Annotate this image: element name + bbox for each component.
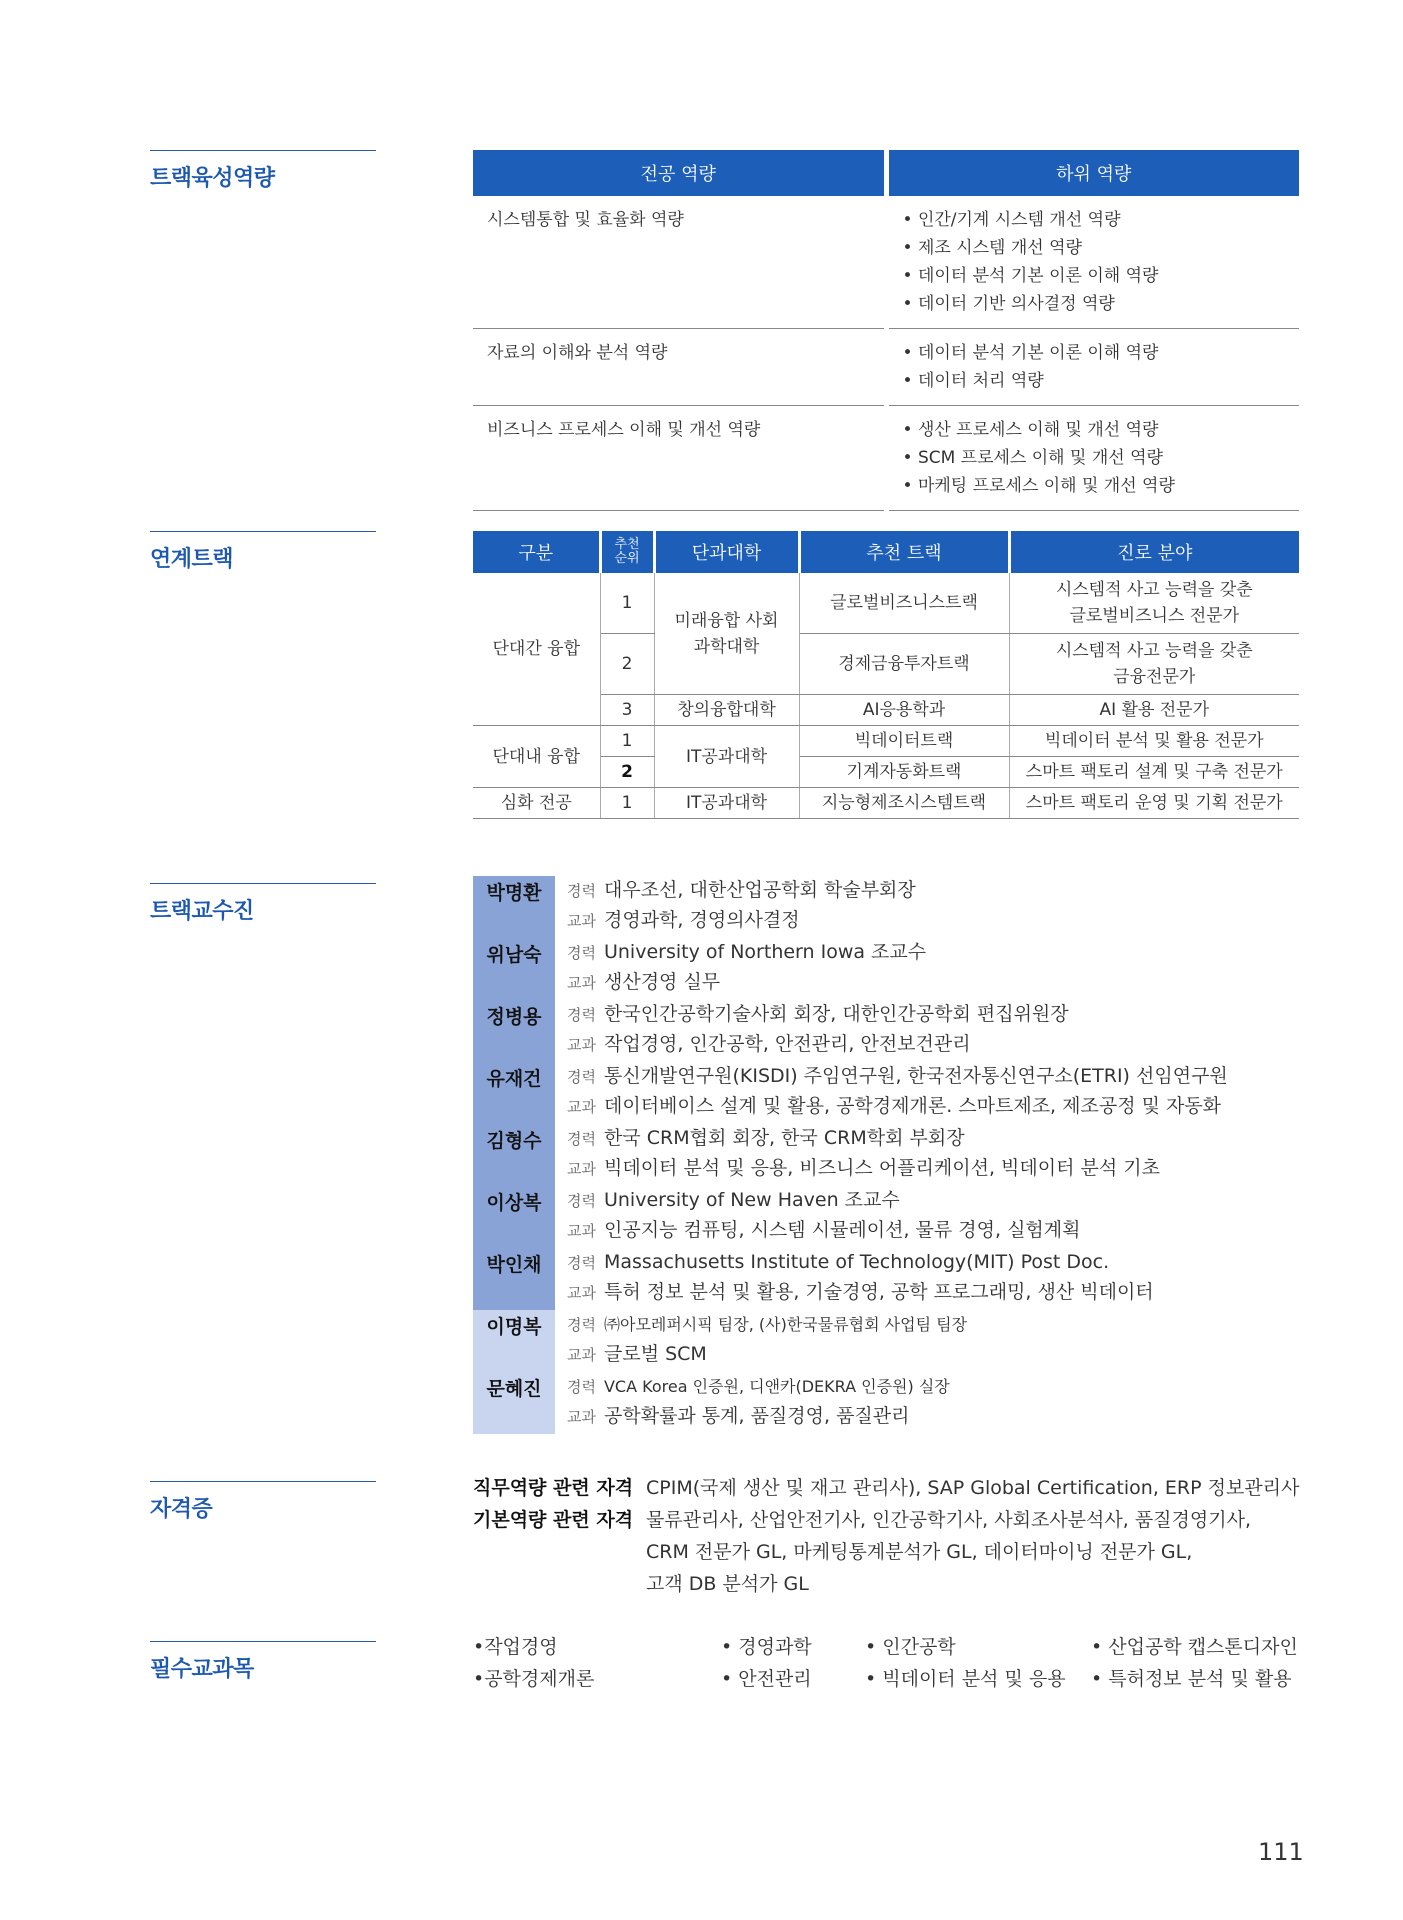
header-rank-line1: 추천 (614, 537, 640, 552)
college-cell: 창의융합대학 (654, 695, 799, 726)
header-major: 전공 역량 (473, 150, 886, 196)
cert-basic-line: CRM 전문가 GL, 마케팅통계분석가 GL, 데이터마이닝 전문가 GL, (646, 1541, 1193, 1563)
faculty-courses: 데이터베이스 설계 및 활용, 공학경제개론. 스마트제조, 제조공정 및 자동화 (603, 1095, 1222, 1117)
sub-competency: • 데이터 분석 기본 이론 이해 역량 (903, 262, 1286, 290)
faculty-career: 한국인간공학기술사회 회장, 대한인간공학회 편집위원장 (603, 1003, 1069, 1025)
sub-competency: • 인간/기계 시스템 개선 역량 (903, 206, 1286, 234)
page-number: 111 (1258, 1838, 1304, 1866)
faculty-career: 한국 CRM협회 회장, 한국 CRM학회 부회장 (603, 1127, 965, 1149)
course-item: • 산업공학 캡스톤디자인 (1091, 1636, 1298, 1658)
faculty-career: ㈜아모레퍼시픽 팀장, (사)한국물류협회 사업팀 팀장 (603, 1315, 968, 1334)
track-cell: 경제금융투자트랙 (799, 634, 1009, 695)
sub-competency: • SCM 프로세스 이해 및 개선 역량 (903, 444, 1286, 472)
faculty-item (473, 1124, 1299, 1186)
sub-competency: • 데이터 기반 의사결정 역량 (903, 290, 1286, 318)
header-rank (600, 531, 654, 573)
group-deep: 심화 전공 (473, 788, 600, 819)
track-cell: 기계자동화트랙 (799, 757, 1009, 788)
course-tag: 교과 (567, 1222, 596, 1240)
header-track: 추천 트랙 (799, 531, 1009, 573)
faculty-courses: 작업경영, 인간공학, 안전관리, 안전보건관리 (603, 1033, 971, 1055)
career-tag: 경력 (567, 1316, 596, 1334)
sub-competency: • 제조 시스템 개선 역량 (903, 234, 1286, 262)
career-tag: 경력 (567, 882, 596, 900)
sub-competency: • 데이터 분석 기본 이론 이해 역량 (903, 339, 1286, 367)
career-tag: 경력 (567, 1006, 596, 1024)
group-inter: 단대간 융합 (473, 573, 600, 726)
faculty-courses: 생산경영 실무 (603, 971, 721, 993)
faculty-courses: 특허 정보 분석 및 활용, 기술경영, 공학 프로그래밍, 생산 빅데이터 (603, 1281, 1154, 1303)
sub-competency: • 마케팅 프로세스 이해 및 개선 역량 (903, 472, 1286, 500)
rank-cell: 1 (600, 573, 654, 634)
header-college: 단과대학 (654, 531, 799, 573)
linked-table-wrap (473, 531, 1299, 819)
faculty-name: 유재건 (473, 1062, 555, 1124)
table-row (473, 573, 1299, 634)
faculty-career: 대우조선, 대한산업공학회 학술부회장 (603, 879, 916, 901)
rank-cell: 2 (600, 757, 654, 788)
faculty-item (473, 1310, 1299, 1372)
certificates-block (473, 1472, 1333, 1600)
cert-basic-line: 물류관리사, 산업안전기사, 인간공학기사, 사회조사분석사, 품질경영기사, (646, 1509, 1251, 1531)
faculty-item (473, 876, 1299, 938)
faculty-career: University of New Haven 조교수 (603, 1189, 900, 1211)
course-item: • 빅데이터 분석 및 응용 (865, 1668, 1066, 1690)
header-type: 구분 (473, 531, 600, 573)
major-competency: 비즈니스 프로세스 이해 및 개선 역량 (473, 406, 886, 511)
course-item: • 특허정보 분석 및 활용 (1091, 1668, 1292, 1690)
track-cell: 글로벌비즈니스트랙 (799, 573, 1009, 634)
career-line: 금융전문가 (1113, 667, 1196, 687)
section-label-competency: 트랙육성역량 (150, 150, 376, 192)
faculty-career: VCA Korea 인증원, 디앤카(DEKRA 인증원) 실장 (603, 1377, 950, 1396)
course-item: • 경영과학 (721, 1636, 812, 1658)
faculty-list (473, 876, 1299, 1434)
table-row (473, 329, 1299, 406)
major-competency: 시스템통합 및 효율화 역량 (473, 196, 886, 329)
career-cell: 스마트 팩토리 운영 및 기획 전문가 (1009, 788, 1299, 819)
career-tag: 경력 (567, 1378, 596, 1396)
course-tag: 교과 (567, 912, 596, 930)
career-line: 글로벌비즈니스 전문가 (1069, 606, 1240, 626)
career-tag: 경력 (567, 1130, 596, 1148)
track-cell: AI응용학과 (799, 695, 1009, 726)
faculty-name: 이상복 (473, 1186, 555, 1248)
faculty-name: 김형수 (473, 1124, 555, 1186)
faculty-courses: 공학확률과 통계, 품질경영, 품질관리 (603, 1405, 910, 1427)
rank-cell: 2 (600, 634, 654, 695)
career-cell: AI 활용 전문가 (1009, 695, 1299, 726)
career-tag: 경력 (567, 1254, 596, 1272)
career-cell: 스마트 팩토리 설계 및 구축 전문가 (1009, 757, 1299, 788)
career-cell: 빅데이터 분석 및 활용 전문가 (1009, 726, 1299, 757)
cert-job-value: CPIM(국제 생산 및 재고 관리사), SAP Global Certification, ERP 정보관리사 (646, 1477, 1300, 1499)
rank-cell: 3 (600, 695, 654, 726)
faculty-name: 이명복 (473, 1310, 555, 1372)
required-courses (473, 1632, 1333, 1696)
faculty-name: 정병용 (473, 1000, 555, 1062)
header-rank-line2: 순위 (614, 551, 640, 566)
faculty-career: Massachusetts Institute of Technology(MIT) Post Doc. (603, 1251, 1110, 1273)
section-label-certificates: 자격증 (150, 1481, 376, 1523)
faculty-item (473, 1248, 1299, 1310)
cert-basic-label: 기본역량 관련 자격 (473, 1509, 634, 1531)
course-tag: 교과 (567, 1160, 596, 1178)
cert-job-label: 직무역량 관련 자격 (473, 1477, 634, 1499)
career-cell (1009, 573, 1299, 634)
cert-basic-line: 고객 DB 분석가 GL (646, 1573, 809, 1595)
faculty-item (473, 1186, 1299, 1248)
career-tag: 경력 (567, 1068, 596, 1086)
course-tag: 교과 (567, 974, 596, 992)
course-item: • 안전관리 (721, 1668, 812, 1690)
linked-track-table (473, 531, 1299, 819)
table-row (473, 406, 1299, 511)
course-tag: 교과 (567, 1098, 596, 1116)
faculty-name: 박인채 (473, 1248, 555, 1310)
faculty-item (473, 1000, 1299, 1062)
course-item: •작업경영 (473, 1636, 558, 1658)
college-cell: 미래융합 사회과학대학 (654, 573, 799, 695)
track-cell: 지능형제조시스템트랙 (799, 788, 1009, 819)
table-row (473, 788, 1299, 819)
college-cell: IT공과대학 (654, 788, 799, 819)
competency-table-wrap (473, 150, 1299, 511)
faculty-courses: 글로벌 SCM (603, 1343, 707, 1365)
competency-table (473, 150, 1299, 511)
group-intra: 단대내 융합 (473, 726, 600, 788)
course-item: • 인간공학 (865, 1636, 956, 1658)
career-line: 시스템적 사고 능력을 갖춘 (1055, 580, 1253, 600)
section-label-required: 필수교과목 (150, 1641, 376, 1683)
table-row (473, 726, 1299, 757)
course-tag: 교과 (567, 1408, 596, 1426)
sub-competency: • 데이터 처리 역량 (903, 367, 1286, 395)
faculty-item (473, 1062, 1299, 1124)
career-cell (1009, 634, 1299, 695)
course-tag: 교과 (567, 1346, 596, 1364)
faculty-career: 통신개발연구원(KISDI) 주임연구원, 한국전자통신연구소(ETRI) 선임연구원 (603, 1065, 1228, 1087)
faculty-name: 박명환 (473, 876, 555, 938)
rank-cell: 1 (600, 788, 654, 819)
career-tag: 경력 (567, 944, 596, 962)
table-row (473, 196, 1299, 329)
faculty-courses: 경영과학, 경영의사결정 (603, 909, 800, 931)
course-tag: 교과 (567, 1036, 596, 1054)
course-item: •공학경제개론 (473, 1668, 595, 1690)
header-sub: 하위 역량 (886, 150, 1299, 196)
faculty-name: 위남숙 (473, 938, 555, 1000)
faculty-career: University of Northern Iowa 조교수 (603, 941, 927, 963)
faculty-courses: 인공지능 컴퓨팅, 시스템 시뮬레이션, 물류 경영, 실험계획 (603, 1219, 1081, 1241)
career-tag: 경력 (567, 1192, 596, 1210)
college-cell: IT공과대학 (654, 726, 799, 788)
section-label-faculty: 트랙교수진 (150, 883, 376, 925)
major-competency: 자료의 이해와 분석 역량 (473, 329, 886, 406)
header-career: 진로 분야 (1009, 531, 1299, 573)
course-tag: 교과 (567, 1284, 596, 1302)
sub-competency: • 생산 프로세스 이해 및 개선 역량 (903, 416, 1286, 444)
track-cell: 빅데이터트랙 (799, 726, 1009, 757)
faculty-item (473, 938, 1299, 1000)
faculty-name: 문혜진 (473, 1372, 555, 1434)
rank-cell: 1 (600, 726, 654, 757)
section-label-linked: 연계트랙 (150, 531, 376, 573)
faculty-courses: 빅데이터 분석 및 응용, 비즈니스 어플리케이션, 빅데이터 분석 기초 (603, 1157, 1160, 1179)
career-line: 시스템적 사고 능력을 갖춘 (1055, 641, 1253, 661)
faculty-item (473, 1372, 1299, 1434)
